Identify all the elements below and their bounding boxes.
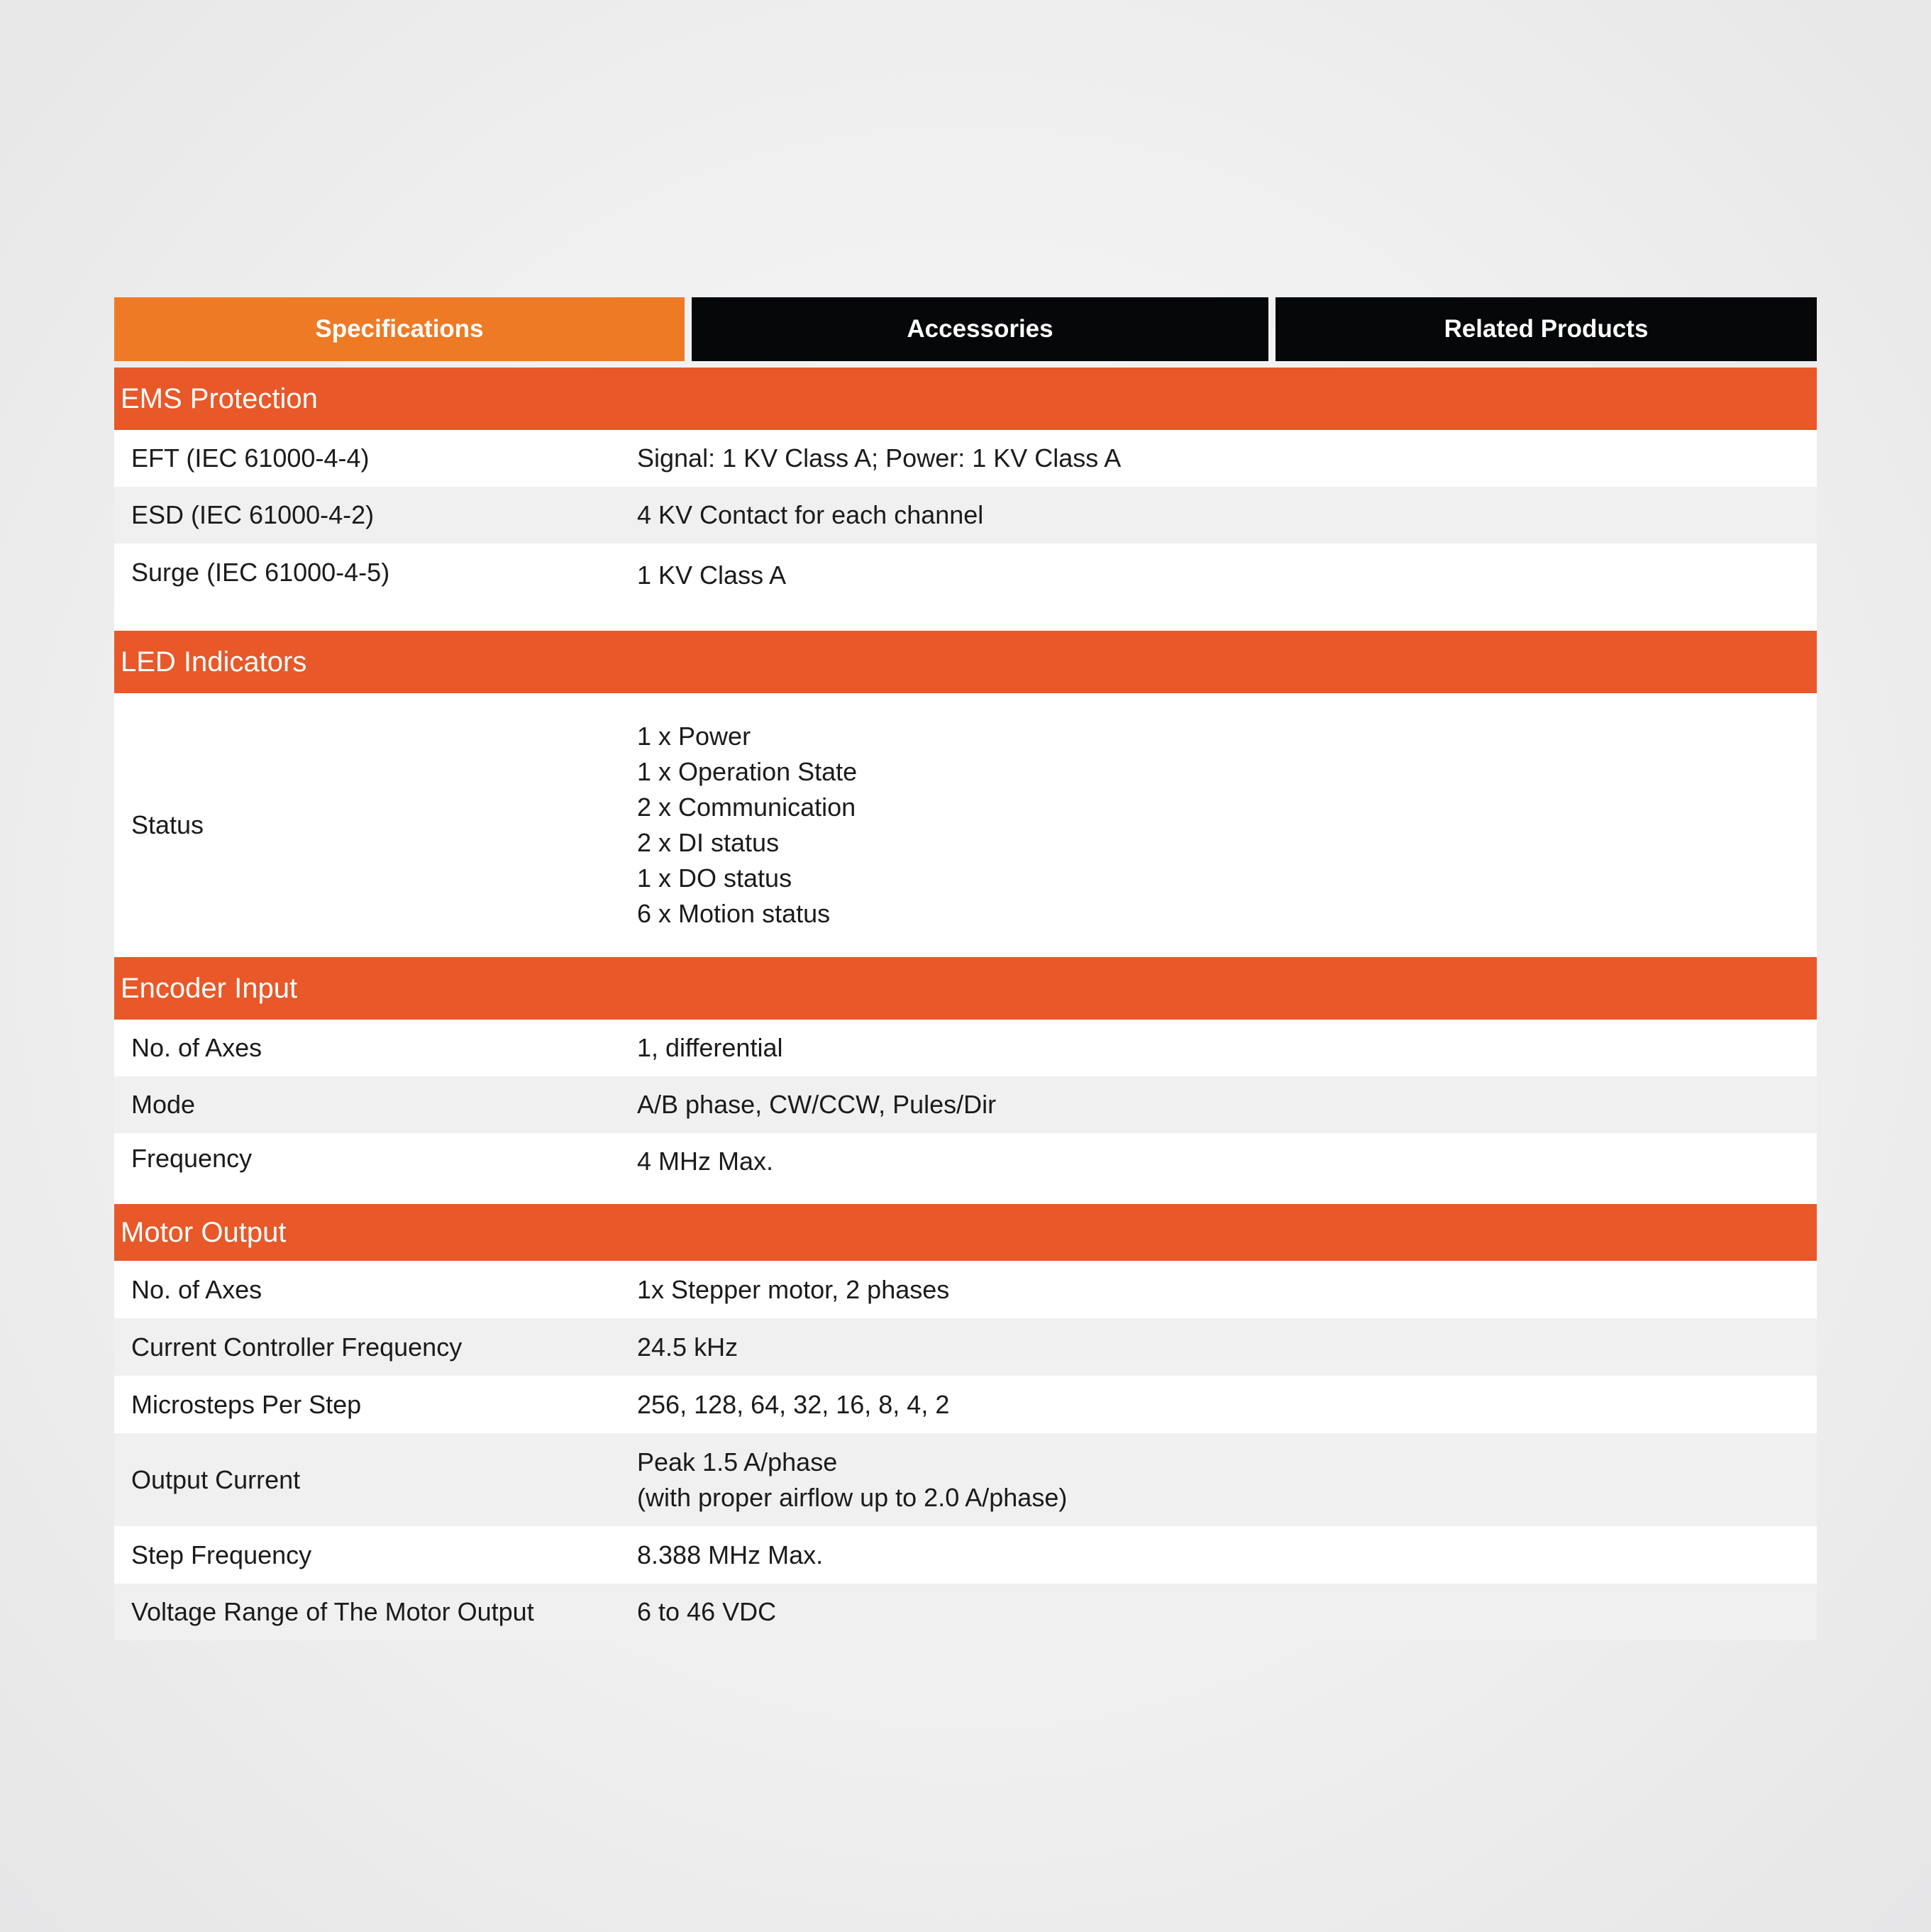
spec-value: 1x Stepper motor, 2 phases — [637, 1274, 950, 1304]
spec-value: 6 to 46 VDC — [637, 1597, 777, 1626]
table-row — [114, 1318, 1817, 1376]
status-line: 1 x Power — [637, 722, 751, 751]
tab-accessories[interactable]: Accessories — [692, 297, 1268, 361]
status-line: 1 x Operation State — [637, 757, 858, 786]
table-row — [114, 1133, 1817, 1204]
spec-label: Surge (IEC 61000-4-5) — [131, 558, 390, 587]
table-row — [114, 1020, 1817, 1076]
spec-value: 1, differential — [637, 1033, 783, 1062]
spec-label: Voltage Range of The Motor Output — [131, 1597, 534, 1626]
section-header-ems-protection: EMS Protection — [114, 368, 1817, 430]
tab-specifications[interactable]: Specifications — [114, 297, 685, 361]
spec-label: Frequency — [131, 1144, 253, 1173]
table-row — [114, 1433, 1817, 1526]
spec-label: Current Controller Frequency — [131, 1332, 463, 1362]
spec-value: 8.388 MHz Max. — [637, 1540, 824, 1569]
spec-label: Microsteps Per Step — [131, 1389, 362, 1419]
spec-value: A/B phase, CW/CCW, Pules/Dir — [637, 1090, 997, 1119]
spec-value: 1 KV Class A — [637, 561, 787, 590]
table-row — [114, 543, 1817, 631]
status-line: 6 x Motion status — [637, 899, 831, 928]
table-row — [114, 1526, 1817, 1584]
section-header-encoder-input: Encoder Input — [114, 957, 1817, 1020]
status-line: 1 x DO status — [637, 863, 792, 893]
table-row — [114, 1584, 1817, 1640]
table-row — [114, 487, 1817, 543]
spec-label: No. of Axes — [131, 1033, 262, 1062]
status-line: 2 x DI status — [637, 828, 780, 857]
status-line: 2 x Communication — [637, 793, 856, 822]
table-row — [114, 430, 1817, 487]
spec-panel — [114, 297, 1817, 1640]
spec-label: Mode — [131, 1090, 196, 1119]
spec-value: 4 KV Contact for each channel — [637, 500, 984, 529]
spec-label: Output Current — [131, 1464, 301, 1494]
spec-label: ESD (IEC 61000-4-2) — [131, 500, 375, 529]
output-current-line: (with proper airflow up to 2.0 A/phase) — [637, 1482, 1068, 1512]
spec-value: 4 MHz Max. — [637, 1147, 774, 1176]
table-row — [114, 1076, 1817, 1133]
table-row — [114, 1261, 1817, 1318]
spec-label: No. of Axes — [131, 1274, 262, 1304]
spec-label: EFT (IEC 61000-4-4) — [131, 443, 370, 473]
table-row — [114, 693, 1817, 957]
output-current-line: Peak 1.5 A/phase — [637, 1447, 838, 1476]
spec-value — [637, 719, 1817, 932]
tab-bar — [114, 297, 1817, 361]
table-row — [114, 1376, 1817, 1433]
spec-value — [637, 1445, 1817, 1516]
section-header-motor-output: Motor Output — [114, 1204, 1817, 1261]
spec-label: Status — [131, 810, 204, 839]
section-header-led-indicators: LED Indicators — [114, 631, 1817, 693]
spec-value: 24.5 kHz — [637, 1332, 738, 1362]
spec-value: Signal: 1 KV Class A; Power: 1 KV Class A — [637, 443, 1122, 473]
spec-value: 256, 128, 64, 32, 16, 8, 4, 2 — [637, 1389, 950, 1419]
tab-related-products[interactable]: Related Products — [1276, 297, 1817, 361]
spec-label: Step Frequency — [131, 1540, 312, 1569]
